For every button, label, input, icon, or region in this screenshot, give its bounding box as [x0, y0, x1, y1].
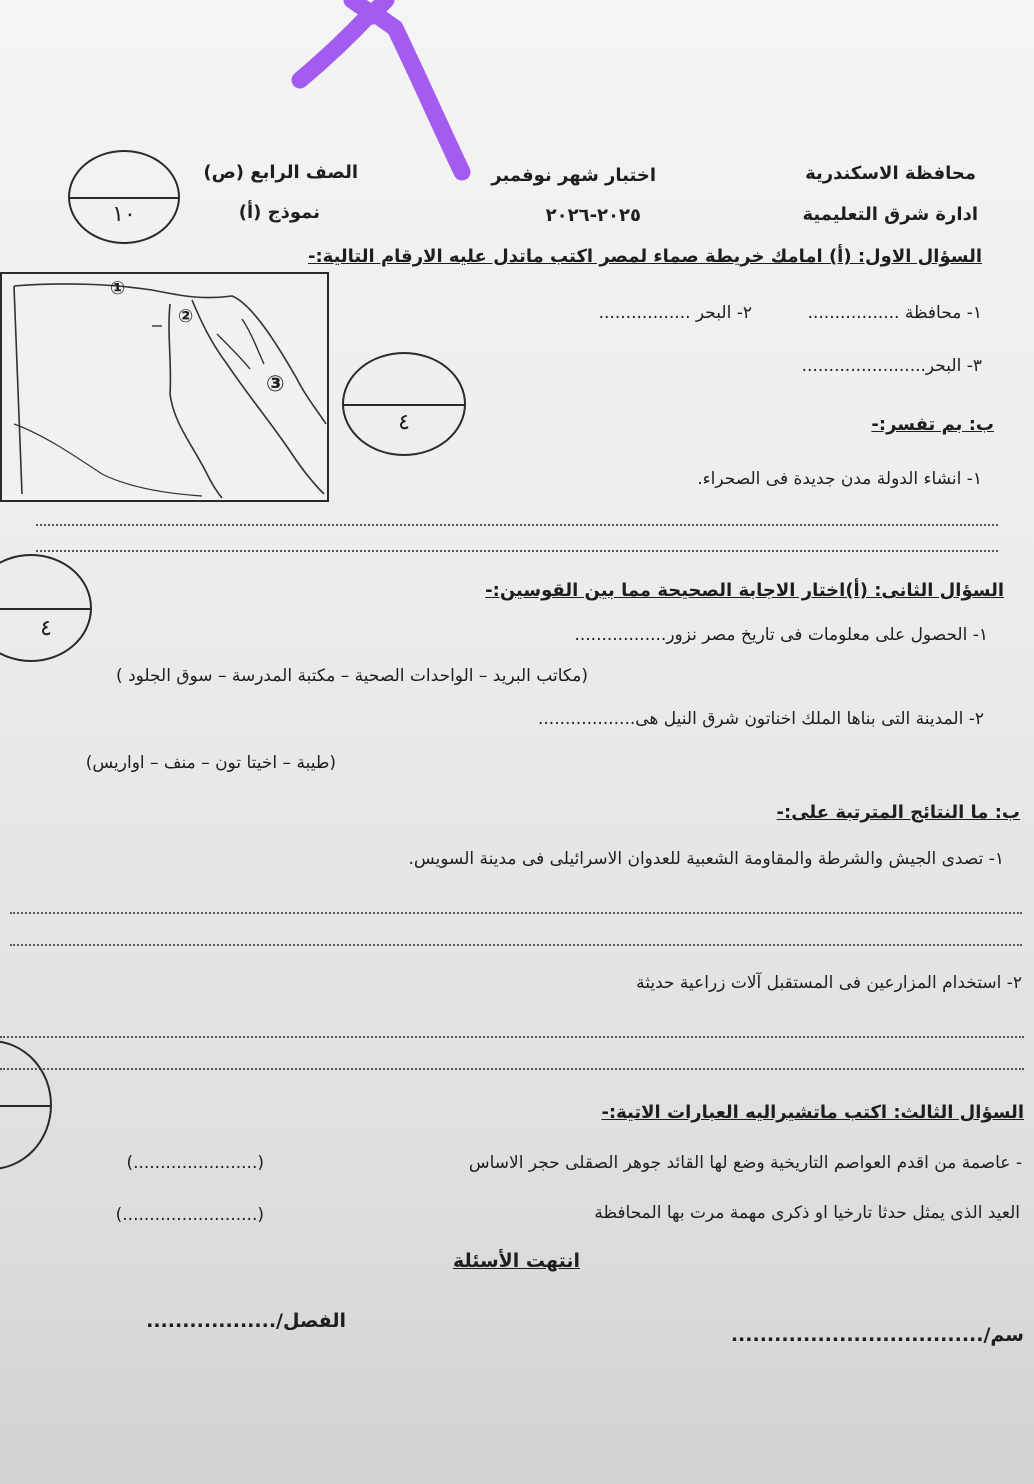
q2-b-item2: ٢- استخدام المزارعين فى المستقبل آلات زراعية حديثة: [636, 973, 1022, 993]
q2-item1-choices: (مكاتب البريد – الواحدات الصحية – مكتبة المدرسة – سوق الجلود ): [116, 666, 588, 686]
q1-b-title: ب: بم تفسر:-: [871, 414, 994, 435]
q1-item1: ١- محافظة .................: [807, 303, 982, 323]
q3-title: السؤال الثالث: اكتب ماتشيراليه العبارات الاتية:-: [601, 1102, 1024, 1123]
class-field: الفصل/..................: [146, 1310, 346, 1332]
answer-line: [0, 1036, 1024, 1038]
q3-score-circle: [0, 1040, 52, 1170]
administration: ادارة شرق التعليمية: [802, 204, 978, 225]
q2-item2-choices: (طيبة – اخيتا تون – منف – اواريس): [85, 753, 336, 773]
q2-item2: ٢- المدينة التى بناها الملك اخناتون شرق النيل هى..................: [537, 709, 984, 729]
answer-line: [36, 524, 998, 526]
q3-item2-answer: (.........................): [115, 1205, 264, 1225]
q1-score: ٤: [398, 410, 410, 435]
total-score: ١٠: [112, 202, 136, 227]
answer-line: [10, 944, 1022, 946]
answer-line: [0, 1068, 1024, 1070]
q2-title: السؤال الثانى: (أ)اختار الاجابة الصحيحة مما بين القوسين:-: [485, 580, 1004, 601]
answer-line: [36, 550, 998, 552]
q2-score-circle: [0, 554, 92, 662]
grade: الصف الرابع (ص): [203, 162, 358, 183]
q1-item2: ٢- البحر .................: [598, 303, 752, 323]
q2-b-title: ب: ما النتائج المترتبة على:-: [776, 802, 1020, 823]
total-score-circle: [68, 150, 180, 244]
q2-score: ٤: [40, 616, 52, 641]
q2-item1: ١- الحصول على معلومات فى تاريخ مصر نزور.................: [574, 625, 988, 645]
q1-score-circle: [342, 352, 466, 456]
end-of-questions: انتهت الأسئلة: [452, 1250, 580, 1272]
q1-item3: ٣- البحر.......................: [801, 356, 982, 376]
egypt-blank-map: [0, 272, 329, 502]
q3-item1: - عاصمة من اقدم العواصم التاريخية وضع لها القائد جوهر الصقلى حجر الاساس: [468, 1153, 1022, 1173]
q1-b-item1: ١- انشاء الدولة مدن جديدة فى الصحراء.: [697, 469, 982, 489]
q3-item1-answer: (.......................): [126, 1153, 264, 1173]
q2-b-item1: ١- تصدى الجيش والشرطة والمقاومة الشعبية للعدوان الاسرائيلى فى مدينة السويس.: [408, 849, 1004, 869]
map-label-3: ③: [266, 372, 285, 397]
governorate: محافظة الاسكندرية: [805, 163, 976, 184]
answer-line: [10, 912, 1022, 914]
exam-model: نموذج (أ): [238, 202, 320, 223]
exam-title: اختبار شهر نوفمبر: [491, 165, 656, 186]
name-field: سم/...................................: [730, 1324, 1024, 1346]
map-label-2: ②: [178, 306, 194, 327]
exam-year: ٢٠٢٥-٢٠٢٦: [545, 205, 641, 226]
q3-item2: العيد الذى يمثل حدثا تارخيا او ذكرى مهمة مرت بها المحافظة: [594, 1203, 1020, 1223]
q1-title: السؤال الاول: (أ) امامك خريطة صماء لمصر اكتب ماتدل عليه الارقام التالية:-: [307, 246, 982, 267]
map-label-1: ①: [110, 278, 126, 299]
